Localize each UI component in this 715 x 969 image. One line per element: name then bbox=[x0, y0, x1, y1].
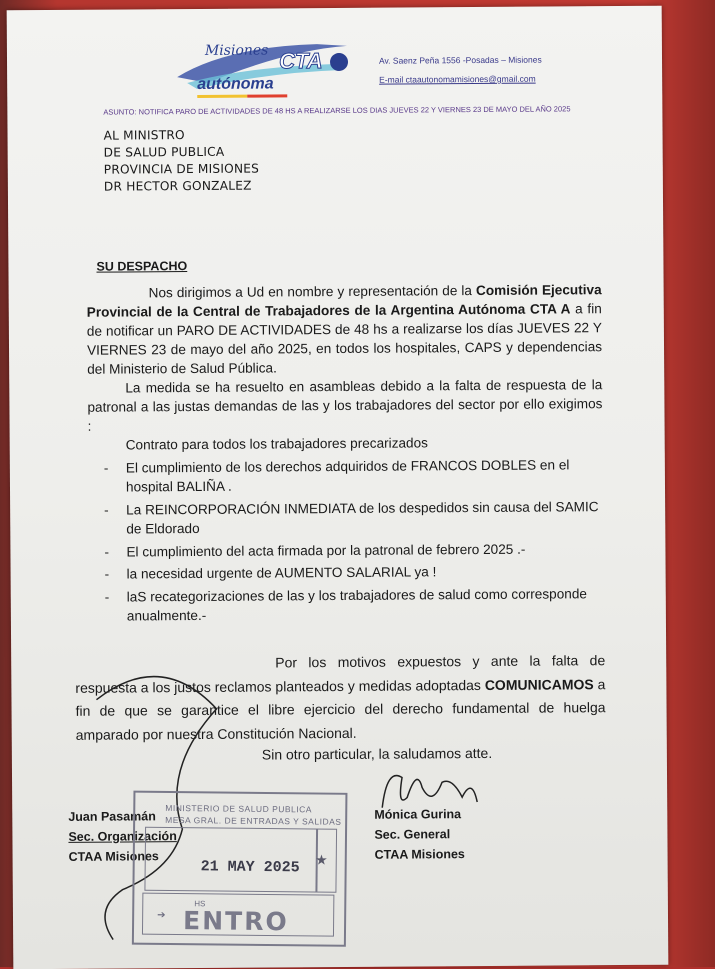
signer-name: Mónica Gurina bbox=[374, 807, 462, 822]
demand-item bbox=[100, 539, 600, 562]
bullet-dash: - bbox=[104, 566, 110, 582]
demand-text: El cumplimiento de los derechos adquiridos de FRANCOS DOBLES en el hospital BALIÑA . bbox=[125, 456, 570, 495]
paragraph-text: Nos dirigimos a Ud en nombre y representación de la bbox=[148, 283, 477, 301]
letterhead-address: Av. Saenz Peña 1556 -Posadas – Misiones bbox=[378, 54, 542, 66]
paragraph-reason: La medida se ha resuelto en asambleas debido a la falta de respuesta de la patronal a las justas demandas de las y los trabajadores del sector por ello exigimos : bbox=[87, 377, 603, 434]
demand-text: El cumplimiento del acta firmada por la patronal de febrero 2025 .- bbox=[126, 541, 526, 559]
demand-item bbox=[100, 455, 600, 497]
stamp-entro: ENTRO bbox=[182, 906, 289, 937]
demand-text: Contrato para todos los trabajadores precarizados bbox=[125, 435, 429, 453]
signer-org: CTAA Misiones bbox=[374, 847, 465, 862]
subject-line: ASUNTO: NOTIFICA PARO DE ACTIVIDADES DE 48 HS A REALIZARSE LOS DIAS JUEVES 22 Y VIERNES 23 DE MAYO DEL AÑO 2025 bbox=[103, 104, 571, 117]
logo-text-bottom: autónoma bbox=[197, 75, 274, 93]
demands-list bbox=[100, 432, 601, 629]
stamp-ministry: MINISTERIO DE SALUD PUBLICA bbox=[165, 802, 313, 815]
arrow-icon: ➔ bbox=[157, 909, 166, 921]
bullet-dash: - bbox=[104, 502, 109, 518]
stamp-date: 21 MAY 2025 bbox=[200, 858, 300, 877]
farewell-line: Sin otro particular, la saludamos atte. bbox=[261, 744, 493, 763]
paragraph-text: a fin de notificar un PARO DE ACTIVIDADES de 48 hs a realizarse los días JUEVES 22 Y VIERNES 23 de mayo del año 2025, en todos los hospitales, CAPS y dependencias del Ministerio de Salud Pública. bbox=[86, 301, 603, 377]
document-page bbox=[7, 6, 669, 969]
su-despacho-heading: SU DESPACHO bbox=[96, 259, 188, 274]
cta-autonoma-logo bbox=[167, 36, 367, 107]
signature-right bbox=[374, 804, 465, 865]
demand-text: la necesidad urgente de AUMENTO SALARIAL ya ! bbox=[126, 564, 437, 582]
signature-stroke-right bbox=[382, 775, 477, 808]
signer-role: Sec. General bbox=[374, 827, 451, 842]
demand-text: laS recategorizaciones de las y los trabajadores de salud como corresponde anualmente.- bbox=[126, 585, 587, 624]
stamp-date-box bbox=[144, 827, 337, 893]
bullet-dash: - bbox=[103, 460, 109, 476]
closing-text bbox=[75, 649, 606, 747]
signer-org: CTAA Misiones bbox=[68, 849, 159, 864]
paragraph-notification bbox=[87, 280, 603, 379]
logo-text-mid: CTA bbox=[278, 48, 323, 74]
closing-text-part: a fin de que se garantice el libre ejercicio del derecho fundamental de huelga amparado por nuestra Constitución Nacional. bbox=[75, 675, 606, 743]
addressee-line: AL MINISTRO bbox=[103, 128, 185, 143]
stamp-entro-box bbox=[142, 893, 334, 937]
signer-name: Juan Pasamán bbox=[68, 809, 156, 824]
demand-item bbox=[100, 432, 600, 455]
comunicamos-word: COMUNICAMOS bbox=[484, 675, 594, 693]
addressee-block bbox=[103, 127, 259, 196]
closing-paragraph bbox=[75, 649, 606, 747]
addressee-line: DE SALUD PUBLICA bbox=[103, 144, 225, 160]
stamp-hs: HS bbox=[194, 899, 206, 909]
demand-text: La REINCORPORACIÓN INMEDIATA de los despedidos sin causa del SAMIC de Eldorado bbox=[126, 498, 599, 537]
bullet-dash: - bbox=[104, 544, 110, 560]
closing-text-part: Por los motivos expuestos y ante la falta de respuesta a los justos reclamos planteados y medidas adoptadas bbox=[75, 652, 606, 696]
organization-name: Comisión Ejecutiva Provincial de la Central de Trabajadores de la Argentina Autónoma CTA A bbox=[86, 282, 602, 320]
reception-stamp bbox=[132, 791, 348, 947]
addressee-line: PROVINCIA DE MISIONES bbox=[103, 161, 260, 177]
letterhead-contact bbox=[379, 55, 542, 94]
logo-text-top: Misiones bbox=[204, 42, 269, 59]
demand-item bbox=[101, 561, 601, 584]
bullet-dash: - bbox=[104, 589, 110, 605]
letterhead-email: E-mail ctaautonomamisiones@gmail.com bbox=[379, 73, 536, 85]
signer-role: Sec. Organización bbox=[68, 829, 177, 844]
stamp-office: MESA GRAL. DE ENTRADAS Y SALIDAS bbox=[165, 814, 342, 827]
addressee-line: DR HECTOR GONZALEZ bbox=[103, 178, 252, 194]
letter-body bbox=[87, 280, 603, 436]
demand-item bbox=[101, 584, 601, 626]
star-icon: ★ bbox=[315, 851, 328, 868]
demand-item bbox=[100, 497, 600, 539]
